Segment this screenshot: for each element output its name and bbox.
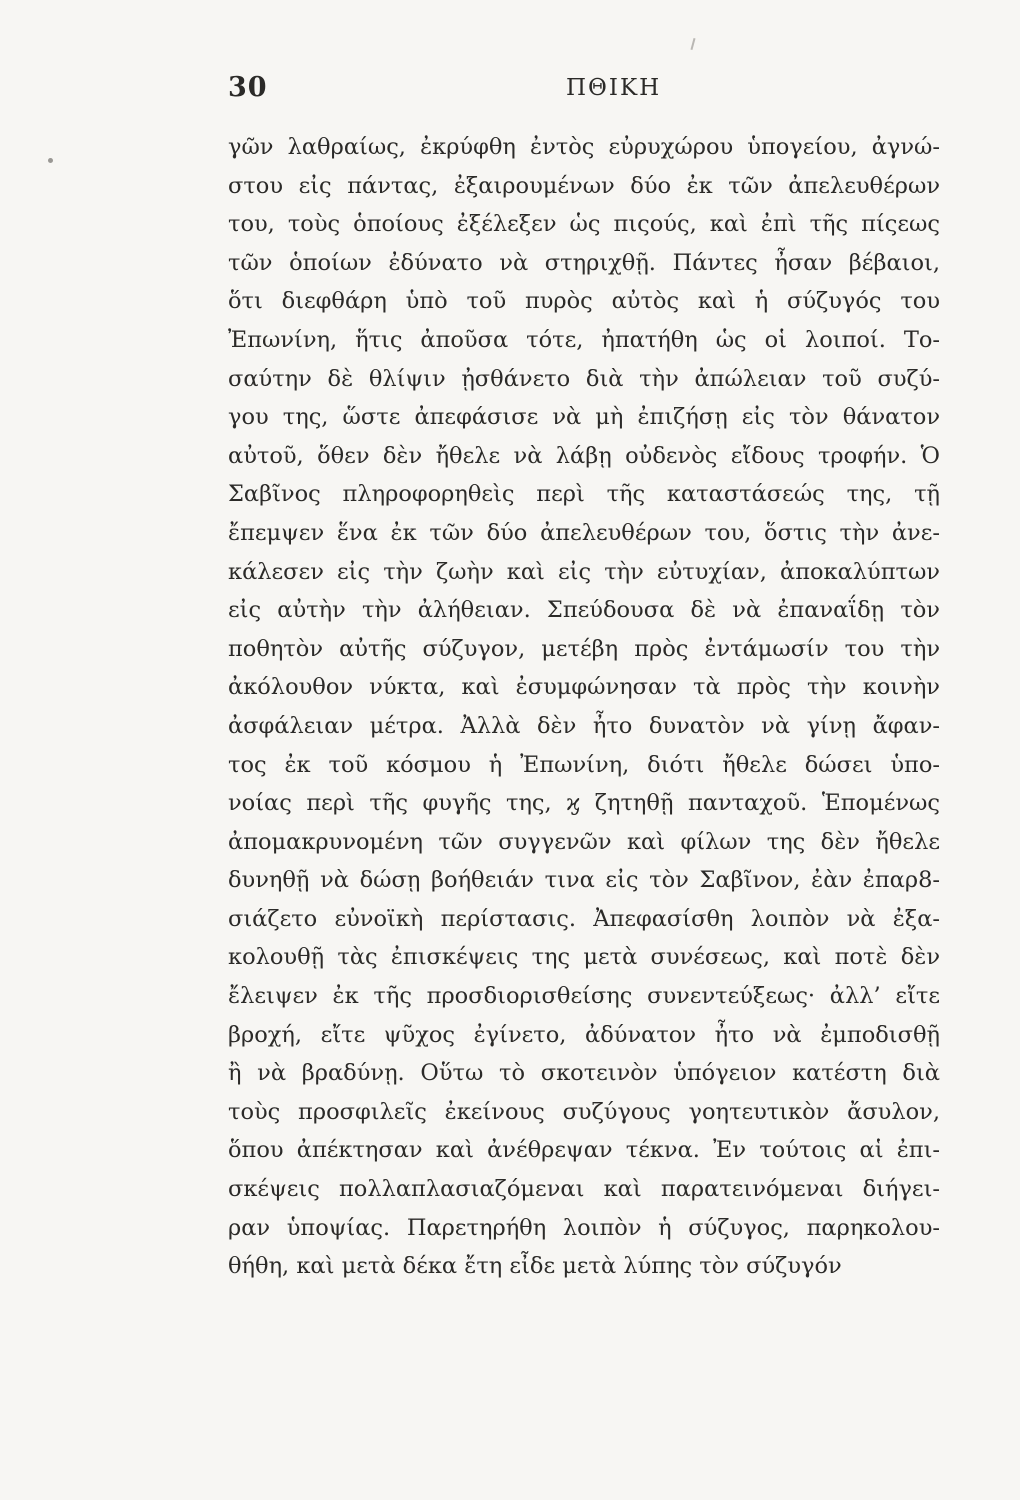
text-line: γῶν λαθραίως, ἐκρύφθη ἐντὸς εὐρυχώρου ὑπογείου, ἀγνώ- [228, 134, 940, 160]
text-line: τος ἐκ τοῦ κόσμου ἡ Ἐπωνίνη, διότι ἤθελε δώσει ὑπο- [228, 751, 940, 778]
text-line: Σαβῖνος πληροφορηθεὶς περὶ τῆς καταστάσεώς της, τῇ [228, 481, 940, 508]
running-title: ΠΘΙΚΗ [566, 75, 662, 101]
text-line: κάλεσεν εἰς τὴν ζωὴν καὶ εἰς τὴν εὐτυχίαν, ἀποκαλύπτων [228, 558, 940, 585]
text-line: νοίας περὶ τῆς φυγῆς της, ϗ ζητηθῇ πανταχοῦ. Ἑπομένως [228, 790, 940, 817]
text-line: εἰς αὐτὴν τὴν ἀλήθειαν. Σπεύδουσα δὲ νὰ ἐπαναΐδῃ τὸν [228, 597, 940, 624]
text-line: Ἐπωνίνη, ἥτις ἀποῦσα τότε, ἠπατήθη ὡς οἱ λοιποί. Το- [228, 326, 940, 353]
text-line: αὐτοῦ, ὅθεν δὲν ἤθελε νὰ λάβῃ οὐδενὸς εἴδους τροφήν. Ὁ [228, 442, 940, 469]
paper-mark [690, 38, 695, 50]
text-line: ἀκόλουθον νύκτα, καὶ ἐσυμφώνησαν τὰ πρὸς τὴν κοινὴν [228, 674, 940, 701]
text-line: ἀσφάλειαν μέτρα. Ἀλλὰ δὲν ἦτο δυνατὸν νὰ γίνῃ ἄφαν- [228, 712, 940, 739]
text-line: ἀπομακρυνομένη τῶν συγγενῶν καὶ φίλων της δὲν ἤθελε [228, 828, 940, 855]
text-line: θήθη, καὶ μετὰ δέκα ἔτη εἶδε μετὰ λύπης τὸν σύζυγόν [228, 1253, 842, 1280]
page-number: 30 [228, 72, 268, 103]
text-line: δυνηθῇ νὰ δώσῃ βοήθειάν τινα εἰς τὸν Σαβῖνον, ἐὰν ἐπαρ8- [228, 867, 940, 894]
text-line: κολουθῇ τὰς ἐπισκέψεις της μετὰ συνέσεως, καὶ ποτὲ δὲν [228, 944, 940, 971]
text-line: ὅπου ἀπέκτησαν καὶ ἀνέθρεψαν τέκνα. Ἐν τούτοις αἱ ἐπι- [228, 1137, 940, 1164]
running-header [228, 72, 940, 112]
text-line: ποθητὸν αὐτῆς σύζυγον, μετέβη πρὸς ἐντάμωσίν του τὴν [228, 635, 940, 662]
text-line: ραν ὑποψίας. Παρετηρήθη λοιπὸν ἡ σύζυγος, παρηκολου- [228, 1214, 940, 1241]
text-line: ὅτι διεφθάρη ὑπὸ τοῦ πυρὸς αὐτὸς καὶ ἡ σύζυγός του [228, 288, 940, 315]
paper-speck [48, 158, 53, 163]
text-line: σιάζετο εὐνοϊκὴ περίστασις. Ἀπεφασίσθη λοιπὸν νὰ ἐξα- [228, 905, 940, 932]
text-line: στου εἰς πάντας, ἐξαιρουμένων δύο ἐκ τῶν ἀπελευθέρων [228, 172, 940, 199]
text-line: του, τοὺς ὁποίους ἐξέλεξεν ὡς πιςούς, καὶ ἐπὶ τῆς πίςεως [228, 211, 940, 238]
text-line: βροχή, εἴτε ψῦχος ἐγίνετο, ἀδύνατον ἦτο νὰ ἐμποδισθῇ [228, 1021, 940, 1048]
body-text [228, 128, 940, 1286]
text-line: τοὺς προσφιλεῖς ἐκείνους συζύγους γοητευτικὸν ἄσυλον, [228, 1098, 940, 1125]
text-line: γου της, ὥστε ἀπεφάσισε νὰ μὴ ἐπιζήσῃ εἰς τὸν θάνατον [228, 404, 940, 431]
text-line: σκέψεις πολλαπλασιαζόμεναι καὶ παρατεινόμεναι διήγει- [228, 1176, 940, 1203]
text-line: ἔπεμψεν ἕνα ἐκ τῶν δύο ἀπελευθέρων του, ὅστις τὴν ἀνε- [228, 519, 940, 546]
text-line: ἢ νὰ βραδύνῃ. Οὕτω τὸ σκοτεινὸν ὑπόγειον κατέστη διὰ [228, 1060, 940, 1087]
text-line: ἔλειψεν ἐκ τῆς προσδιορισθείσης συνεντεύξεως· ἀλλ’ εἴτε [228, 983, 940, 1010]
text-line: τῶν ὁποίων ἐδύνατο νὰ στηριχθῇ. Πάντες ἦσαν βέβαιοι, [228, 249, 940, 276]
text-line: σαύτην δὲ θλίψιν ᾐσθάνετο διὰ τὴν ἀπώλειαν τοῦ συζύ- [228, 365, 940, 392]
